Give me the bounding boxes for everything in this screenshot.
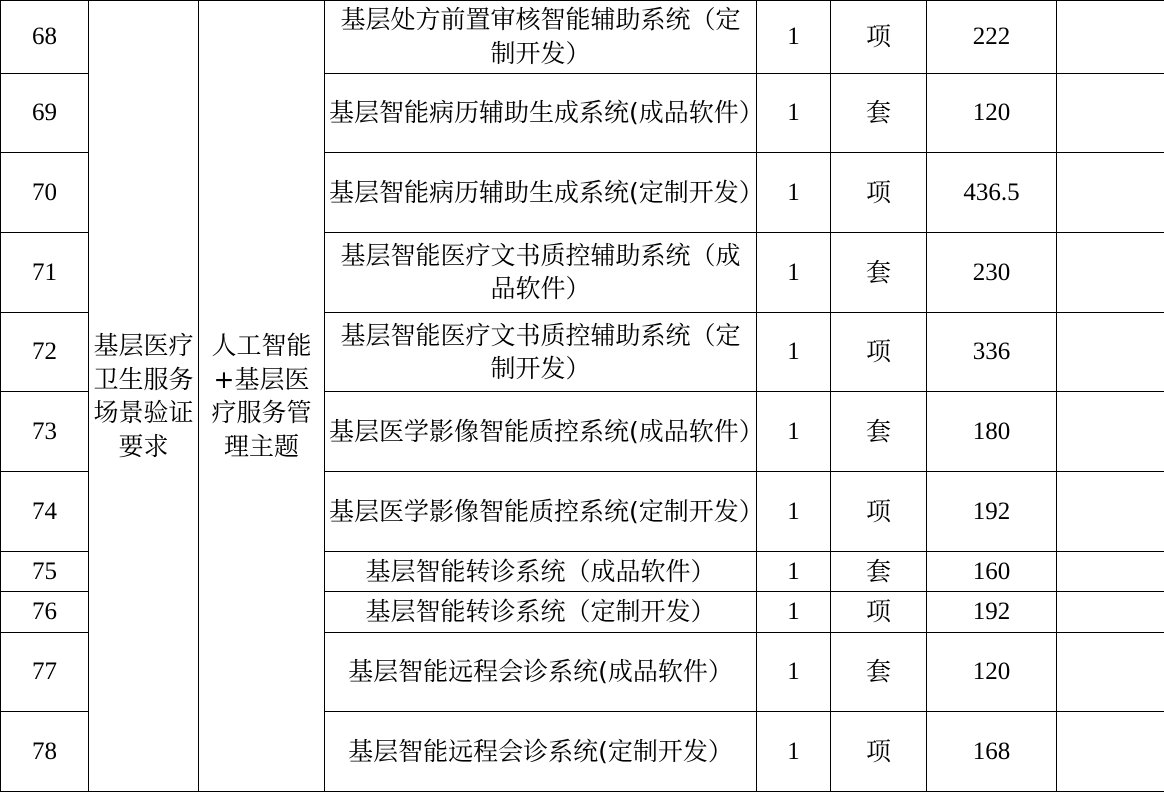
- item-price-cell: 336: [927, 312, 1057, 392]
- item-quantity-cell: 1: [757, 392, 831, 472]
- item-unit-cell: 项: [831, 712, 927, 792]
- item-quantity-cell: 1: [757, 73, 831, 153]
- row-number-cell: 69: [1, 73, 89, 153]
- row-number-cell: 71: [1, 233, 89, 313]
- item-unit-cell: 项: [831, 312, 927, 392]
- theme-category-cell: 人工智能+基层医疗服务管理主题: [199, 1, 325, 792]
- row-number-cell: 74: [1, 472, 89, 552]
- item-remark-cell: [1057, 73, 1164, 153]
- item-name-cell: 基层智能病历辅助生成系统(定制开发）: [325, 153, 757, 233]
- scene-category-cell: 基层医疗卫生服务场景验证要求: [89, 1, 199, 792]
- item-price-cell: 230: [927, 233, 1057, 313]
- item-price-cell: 120: [927, 632, 1057, 712]
- item-name-cell: 基层智能医疗文书质控辅助系统（定制开发）: [325, 312, 757, 392]
- item-remark-cell: [1057, 551, 1164, 591]
- item-quantity-cell: 1: [757, 1, 831, 74]
- row-number-cell: 75: [1, 551, 89, 591]
- item-unit-cell: 套: [831, 551, 927, 591]
- item-price-cell: 160: [927, 551, 1057, 591]
- item-name-cell: 基层智能医疗文书质控辅助系统（成品软件）: [325, 233, 757, 313]
- item-unit-cell: 套: [831, 632, 927, 712]
- row-number-cell: 73: [1, 392, 89, 472]
- item-unit-cell: 项: [831, 153, 927, 233]
- item-unit-cell: 项: [831, 472, 927, 552]
- row-number-cell: 68: [1, 1, 89, 74]
- item-price-cell: 168: [927, 712, 1057, 792]
- item-unit-cell: 套: [831, 233, 927, 313]
- row-number-cell: 78: [1, 712, 89, 792]
- row-number-cell: 72: [1, 312, 89, 392]
- item-price-cell: 192: [927, 592, 1057, 632]
- item-name-cell: 基层智能转诊系统（定制开发）: [325, 592, 757, 632]
- item-name-cell: 基层智能远程会诊系统(定制开发）: [325, 712, 757, 792]
- item-unit-cell: 项: [831, 592, 927, 632]
- item-name-cell: 基层智能病历辅助生成系统(成品软件）: [325, 73, 757, 153]
- item-price-cell: 222: [927, 1, 1057, 74]
- row-number-cell: 70: [1, 153, 89, 233]
- item-remark-cell: [1057, 392, 1164, 472]
- item-quantity-cell: 1: [757, 551, 831, 591]
- row-number-cell: 76: [1, 592, 89, 632]
- item-quantity-cell: 1: [757, 153, 831, 233]
- item-remark-cell: [1057, 592, 1164, 632]
- item-remark-cell: [1057, 233, 1164, 313]
- item-quantity-cell: 1: [757, 312, 831, 392]
- item-quantity-cell: 1: [757, 592, 831, 632]
- item-price-cell: 436.5: [927, 153, 1057, 233]
- item-unit-cell: 套: [831, 392, 927, 472]
- row-number-cell: 77: [1, 632, 89, 712]
- item-unit-cell: 项: [831, 1, 927, 74]
- item-price-cell: 120: [927, 73, 1057, 153]
- item-name-cell: 基层医学影像智能质控系统(定制开发）: [325, 472, 757, 552]
- item-unit-cell: 套: [831, 73, 927, 153]
- item-remark-cell: [1057, 712, 1164, 792]
- item-remark-cell: [1057, 312, 1164, 392]
- item-name-cell: 基层处方前置审核智能辅助系统（定制开发）: [325, 1, 757, 74]
- item-name-cell: 基层医学影像智能质控系统(成品软件）: [325, 392, 757, 472]
- item-remark-cell: [1057, 153, 1164, 233]
- item-name-cell: 基层智能转诊系统（成品软件）: [325, 551, 757, 591]
- item-quantity-cell: 1: [757, 712, 831, 792]
- table-row: [1, 1, 1164, 74]
- item-remark-cell: [1057, 632, 1164, 712]
- item-price-cell: 180: [927, 392, 1057, 472]
- item-quantity-cell: 1: [757, 233, 831, 313]
- item-quantity-cell: 1: [757, 472, 831, 552]
- item-remark-cell: [1057, 472, 1164, 552]
- item-remark-cell: [1057, 1, 1164, 74]
- item-price-cell: 192: [927, 472, 1057, 552]
- item-name-cell: 基层智能远程会诊系统(成品软件）: [325, 632, 757, 712]
- item-quantity-cell: 1: [757, 632, 831, 712]
